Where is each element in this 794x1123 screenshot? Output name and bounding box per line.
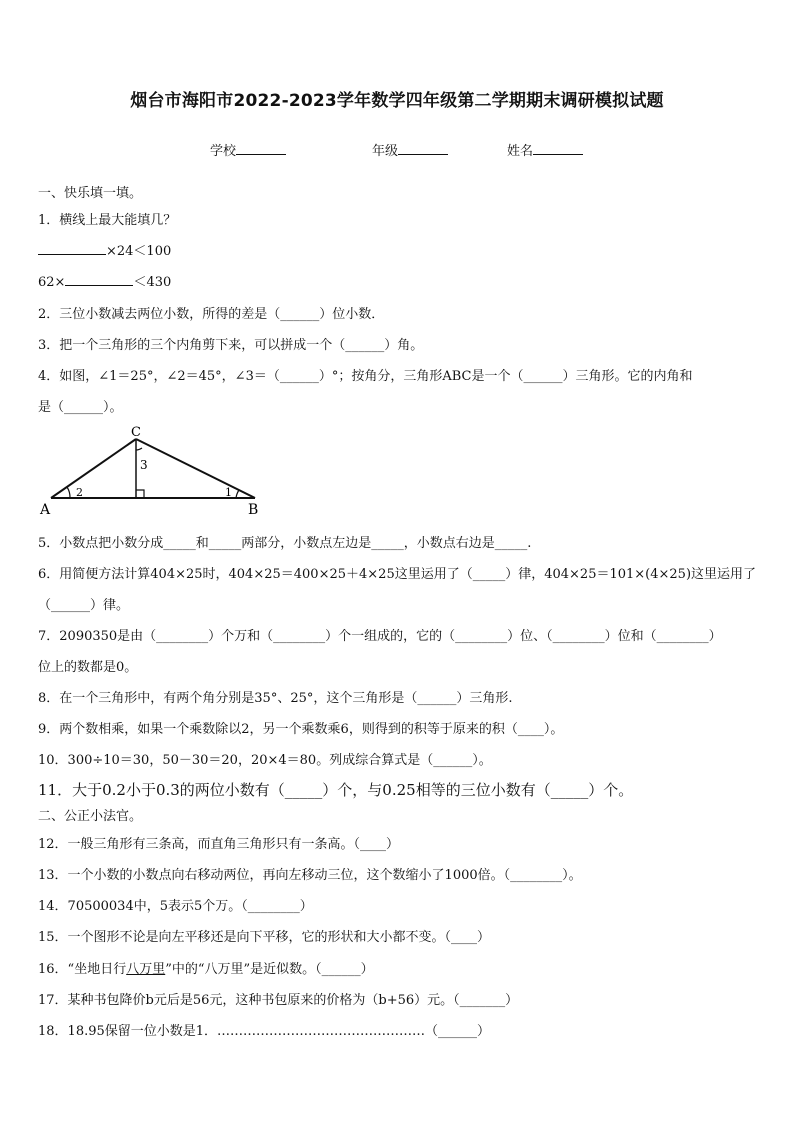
question-1a <box>38 240 171 259</box>
question-16-underlined: 八万里 <box>126 962 166 977</box>
question-17: 17．某种书包降价b元后是56元，这种书包原来的价格为（b+56）元。（_______） <box>38 993 519 1008</box>
name-blank[interactable] <box>533 142 583 155</box>
angle-3-label: 3 <box>140 458 148 472</box>
question-1b <box>38 271 171 290</box>
question-7-line2: 位上的数都是0。 <box>38 660 138 675</box>
question-1b-suffix: ＜430 <box>133 275 172 290</box>
angle-1-arc <box>236 490 239 498</box>
school-label: 学校 <box>210 144 237 159</box>
question-14: 14．70500034中，5表示5个万。（________） <box>38 899 313 914</box>
question-6-line1: 6．用简便方法计算404×25时，404×25＝400×25＋4×25这里运用了（_____）律，404×25＝101×(4×25)这里运用了 <box>38 567 757 582</box>
question-18: 18．18.95保留一位小数是1．…………………………………………（______） <box>38 1024 491 1039</box>
question-12: 12．一般三角形有三条高，而直角三角形只有一条高。（____） <box>38 837 400 852</box>
question-6-line2: （______）律。 <box>38 598 130 613</box>
question-5: 5．小数点把小数分成_____和_____两部分，小数点左边是_____，小数点右边是_____. <box>38 536 532 551</box>
question-1a-text: ×24＜100 <box>106 244 172 259</box>
question-3: 3．把一个三角形的三个内角剪下来，可以拼成一个（______）角。 <box>38 338 424 353</box>
question-8: 8．在一个三角形中，有两个角分别是35°、25°，这个三角形是（______）三角形. <box>38 691 513 706</box>
question-7-line1: 7．2090350是由（________）个万和（________）个一组成的，它的（________）位、（________）位和（________） <box>38 629 722 644</box>
section-1-heading: 一、快乐填一填。 <box>38 186 143 201</box>
angle-1-label: 1 <box>225 486 232 499</box>
vertex-c-label: C <box>131 425 141 440</box>
right-angle-mark <box>136 490 144 498</box>
grade-label: 年级 <box>372 144 399 159</box>
name-label: 姓名 <box>507 144 534 159</box>
question-2: 2．三位小数减去两位小数，所得的差是（______）位小数． <box>38 307 385 322</box>
question-4-line1: 4．如图，∠1＝25°，∠2＝45°，∠3＝（______）°；按角分，三角形ABC是一个（______）三角形。它的内角和 <box>38 369 693 384</box>
answer-blank[interactable] <box>38 242 106 255</box>
angle-3-arc <box>136 448 142 450</box>
question-16-suffix: ”中的“八万里”是近似数。（______） <box>165 962 374 977</box>
angle-2-label: 2 <box>76 486 83 499</box>
vertex-b-label: B <box>248 502 259 518</box>
triangle-abc-figure <box>36 424 268 518</box>
school-blank[interactable] <box>236 142 286 155</box>
grade-field <box>372 140 448 159</box>
question-16-prefix: 16．“坐地日行 <box>38 962 127 977</box>
question-1b-prefix: 62× <box>38 275 66 290</box>
question-11: 11．大于0.2小于0.3的两位小数有（_____）个，与0.25相等的三位小数有（_____）个。 <box>38 781 634 799</box>
question-9: 9．两个数相乘，如果一个乘数除以2，另一个乘数乘6，则得到的积等于原来的积（____）。 <box>38 722 564 737</box>
side-ac <box>51 439 136 498</box>
question-10: 10．300÷10＝30，50－30＝20，20×4＝80。列成综合算式是（______）。 <box>38 753 492 768</box>
grade-blank[interactable] <box>398 142 448 155</box>
angle-2-arc <box>67 487 70 498</box>
name-field <box>507 140 583 159</box>
question-13: 13．一个小数的小数点向右移动两位，再向左移动三位，这个数缩小了1000倍。（________）。 <box>38 868 582 883</box>
question-16 <box>38 958 374 977</box>
question-1: 1．横线上最大能填几？ <box>38 213 177 228</box>
question-15: 15．一个图形不论是向左平移还是向下平移，它的形状和大小都不变。（____） <box>38 930 491 945</box>
page-title: 烟台市海阳市2022-2023学年数学四年级第二学期期末调研模拟试题 <box>130 91 664 111</box>
side-bc <box>136 439 255 498</box>
vertex-a-label: A <box>40 502 51 518</box>
question-4-line2: 是（______）。 <box>38 400 123 415</box>
section-2-heading: 二、公正小法官。 <box>38 809 143 824</box>
answer-blank[interactable] <box>65 273 133 286</box>
school-field <box>210 140 286 159</box>
